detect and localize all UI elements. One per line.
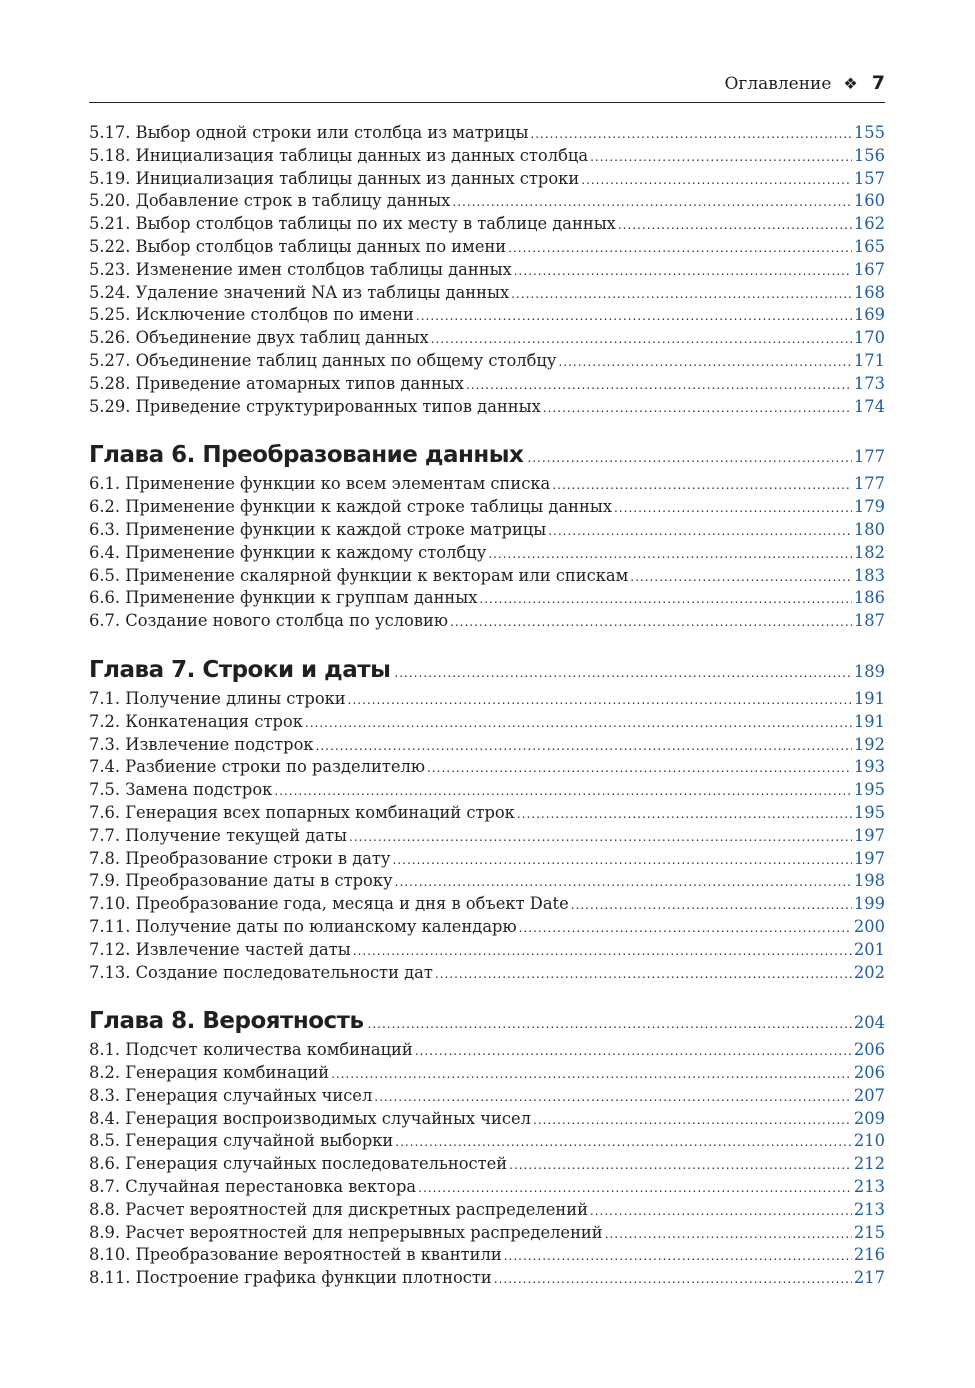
dot-leader <box>517 803 852 826</box>
toc-entry-title: 6.4. Применение функции к каждому столбцу <box>89 542 487 562</box>
toc-entry[interactable] <box>89 190 885 213</box>
diamond-ornament-icon: ❖ <box>843 74 858 93</box>
toc-entry-page-number: 157 <box>853 168 885 188</box>
toc-entry[interactable] <box>89 396 885 419</box>
toc-entry[interactable] <box>89 1108 885 1131</box>
dot-leader <box>418 1177 852 1200</box>
toc-entry-page-number: 206 <box>853 1063 885 1083</box>
toc-entry-title: 7.9. Преобразование даты в строку <box>89 871 393 891</box>
toc-entry[interactable] <box>89 213 885 236</box>
toc-entry-page-number: 191 <box>853 711 885 731</box>
toc-entry-page-number: 167 <box>853 259 885 279</box>
dot-leader <box>494 1268 852 1291</box>
toc-entry[interactable] <box>89 756 885 779</box>
toc-entry-title: 6.5. Применение скалярной функции к векторам или спискам <box>89 565 629 585</box>
toc-entry-page-number: 195 <box>853 802 885 822</box>
toc-entry-title: 8.6. Генерация случайных последовательностей <box>89 1154 508 1174</box>
chapter-title: Глава 6. Преобразование данных <box>89 442 524 469</box>
toc-entry-title: 8.5. Генерация случайной выборки <box>89 1131 394 1151</box>
dot-leader <box>530 123 852 146</box>
toc-entry-page-number: 206 <box>853 1040 885 1060</box>
dot-leader <box>590 146 852 169</box>
chapter-title: Глава 8. Вероятность <box>89 1008 364 1035</box>
toc-entry-page-number: 191 <box>853 688 885 708</box>
chapter-heading[interactable] <box>89 438 885 472</box>
toc-entry-title: 7.10. Преобразование года, месяца и дня в объект Date <box>89 894 569 914</box>
dot-leader <box>431 328 852 351</box>
dot-leader <box>590 1200 852 1223</box>
toc-entry[interactable] <box>89 734 885 757</box>
dot-leader <box>514 260 852 283</box>
toc-entry-title: 7.3. Извлечение подстрок <box>89 734 314 754</box>
toc-chapter-block <box>89 438 885 633</box>
toc-entry[interactable] <box>89 610 885 633</box>
dot-leader <box>349 826 852 849</box>
toc-entry-page-number: 213 <box>853 1199 885 1219</box>
toc-entry-title: 5.21. Выбор столбцов таблицы по их месту в таблице данных <box>89 214 616 234</box>
toc-entry-page-number: 202 <box>853 962 885 982</box>
dot-leader <box>305 712 852 735</box>
toc-entry-page-number: 216 <box>853 1245 885 1265</box>
toc-entry-page-number: 198 <box>853 871 885 891</box>
toc-entry-page-number: 215 <box>853 1222 885 1242</box>
toc-entry[interactable] <box>89 1176 885 1199</box>
toc-entry-page-number: 169 <box>853 305 885 325</box>
toc-entry[interactable] <box>89 825 885 848</box>
toc-entry-title: 8.1. Подсчет количества комбинаций <box>89 1040 413 1060</box>
toc-entry-title: 5.17. Выбор одной строки или столбца из матрицы <box>89 123 529 142</box>
toc-entry[interactable] <box>89 1267 885 1290</box>
toc-entry-title: 8.3. Генерация случайных чисел <box>89 1085 373 1105</box>
chapter-page-number: 177 <box>853 447 885 467</box>
toc-entry-page-number: 155 <box>853 123 885 142</box>
dot-leader <box>348 689 852 712</box>
dot-leader <box>558 351 851 374</box>
chapter-title: Глава 7. Строки и даты <box>89 656 391 683</box>
toc-entry[interactable] <box>89 168 885 191</box>
toc-entry-title: 6.1. Применение функции ко всем элементам списка <box>89 474 551 494</box>
toc-entry-page-number: 174 <box>853 396 885 416</box>
toc-entry[interactable] <box>89 848 885 871</box>
toc-entry-title: 8.2. Генерация комбинаций <box>89 1063 330 1083</box>
toc-entry[interactable] <box>89 1222 885 1245</box>
toc-entry[interactable] <box>89 1130 885 1153</box>
toc-entry-title: 6.3. Применение функции к каждой строке матрицы <box>89 519 547 539</box>
toc-entry-title: 8.7. Случайная перестановка вектора <box>89 1177 417 1197</box>
toc-entry-title: 7.8. Преобразование строки в дату <box>89 848 391 868</box>
toc-entry-title: 5.18. Инициализация таблицы данных из данных столбца <box>89 145 589 165</box>
dot-leader <box>415 1040 852 1063</box>
toc-entry[interactable] <box>89 519 885 542</box>
dot-leader <box>394 656 852 690</box>
dot-leader <box>571 894 852 917</box>
toc-chapter-block <box>89 653 885 984</box>
toc-entry-page-number: 162 <box>853 214 885 234</box>
dot-leader <box>508 237 852 260</box>
toc-entry-page-number: 156 <box>853 145 885 165</box>
toc-chapter-block <box>89 1004 885 1290</box>
dot-leader <box>395 1131 852 1154</box>
toc-entry-title: 7.11. Получение даты по юлианскому календарю <box>89 916 517 936</box>
toc-entry-page-number: 186 <box>853 588 885 608</box>
toc-entry[interactable] <box>89 259 885 282</box>
toc-entry-title: 5.20. Добавление строк в таблицу данных <box>89 191 451 211</box>
toc-entry-page-number: 195 <box>853 780 885 800</box>
toc-entry[interactable] <box>89 939 885 962</box>
toc-entry-page-number: 160 <box>853 191 885 211</box>
toc-entry-title: 8.9. Расчет вероятностей для непрерывных распределений <box>89 1222 603 1242</box>
toc-entry-title: 7.4. Разбиение строки по разделителю <box>89 757 425 777</box>
toc-entry-page-number: 213 <box>853 1177 885 1197</box>
toc-entry[interactable] <box>89 565 885 588</box>
toc-entry[interactable] <box>89 587 885 610</box>
dot-leader <box>479 588 852 611</box>
toc-entry[interactable] <box>89 1039 885 1062</box>
toc-entry-title: 7.7. Получение текущей даты <box>89 825 347 845</box>
toc-entry-page-number: 177 <box>853 474 885 494</box>
toc-entry-page-number: 201 <box>853 939 885 959</box>
dot-leader <box>368 1007 852 1041</box>
toc-entry[interactable] <box>89 327 885 350</box>
dot-leader <box>581 169 852 192</box>
toc-entry-title: 5.24. Удаление значений NA из таблицы данных <box>89 282 510 302</box>
toc-entry[interactable] <box>89 542 885 565</box>
toc-entry-page-number: 212 <box>853 1154 885 1174</box>
running-header-title: Оглавление <box>724 74 832 94</box>
toc-entry-title: 7.12. Извлечение частей даты <box>89 939 351 959</box>
dot-leader <box>527 441 852 475</box>
toc-entry[interactable] <box>89 779 885 802</box>
dot-leader <box>519 917 852 940</box>
toc-entry-page-number: 209 <box>853 1108 885 1128</box>
toc-entry-title: 8.8. Расчет вероятностей для дискретных распределений <box>89 1199 588 1219</box>
toc-entry-page-number: 207 <box>853 1085 885 1105</box>
toc-entry[interactable] <box>89 1153 885 1176</box>
toc-entry-title: 6.6. Применение функции к группам данных <box>89 588 478 608</box>
toc-entry-page-number: 173 <box>853 373 885 393</box>
toc-entry-title: 7.2. Конкатенация строк <box>89 711 303 731</box>
dot-leader <box>435 963 852 986</box>
toc-entry[interactable] <box>89 496 885 519</box>
toc-entry-page-number: 168 <box>853 282 885 302</box>
chapter-heading[interactable] <box>89 1004 885 1038</box>
toc-entry-page-number: 217 <box>853 1268 885 1288</box>
dot-leader <box>511 283 852 306</box>
toc-entry-title: 8.10. Преобразование вероятностей в квантили <box>89 1245 502 1265</box>
toc-entry[interactable] <box>89 1085 885 1108</box>
toc-entry[interactable] <box>89 145 885 168</box>
toc-entry-page-number: 197 <box>853 848 885 868</box>
dot-leader <box>543 397 852 420</box>
toc-entry[interactable] <box>89 688 885 711</box>
dot-leader <box>331 1063 852 1086</box>
toc-entry-title: 6.7. Создание нового столбца по условию <box>89 611 449 631</box>
toc-entry-page-number: 171 <box>853 350 885 370</box>
toc-entry[interactable] <box>89 304 885 327</box>
toc-entry-title: 8.11. Построение графика функции плотности <box>89 1268 492 1288</box>
dot-leader <box>450 611 852 634</box>
running-header <box>89 72 885 103</box>
toc-entry-page-number: 182 <box>853 542 885 562</box>
toc-entry-title: 7.5. Замена подстрок <box>89 780 273 800</box>
toc-entry-title: 5.29. Приведение структурированных типов данных <box>89 396 541 416</box>
book-page <box>89 72 885 1290</box>
toc-entry[interactable] <box>89 711 885 734</box>
dot-leader <box>427 757 852 780</box>
toc-entry[interactable] <box>89 1199 885 1222</box>
toc-entry-title: 5.26. Объединение двух таблиц данных <box>89 328 429 348</box>
toc-entry[interactable] <box>89 1062 885 1085</box>
toc-entry-title: 5.28. Приведение атомарных типов данных <box>89 373 464 393</box>
toc-entry-page-number: 180 <box>853 519 885 539</box>
dot-leader <box>533 1109 852 1132</box>
toc-entry-title: 8.4. Генерация воспроизводимых случайных чисел <box>89 1108 532 1128</box>
dot-leader <box>466 374 852 397</box>
toc-entry-title: 5.27. Объединение таблиц данных по общему столбцу <box>89 350 557 370</box>
chapter-heading[interactable] <box>89 653 885 687</box>
toc-chapter-block <box>89 122 885 418</box>
toc-entry[interactable] <box>89 282 885 305</box>
dot-leader <box>630 566 852 589</box>
toc-entry-page-number: 183 <box>853 565 885 585</box>
toc-entry-page-number: 179 <box>853 497 885 517</box>
toc-entry[interactable] <box>89 373 885 396</box>
toc-entry-page-number: 197 <box>853 825 885 845</box>
chapter-page-number: 204 <box>853 1013 885 1033</box>
toc-entry[interactable] <box>89 1244 885 1267</box>
toc-entry[interactable] <box>89 122 885 145</box>
toc-entry[interactable] <box>89 916 885 939</box>
toc-entry-title: 5.25. Исключение столбцов по имени <box>89 305 414 325</box>
chapter-page-number: 189 <box>853 661 885 681</box>
toc-entry-page-number: 165 <box>853 236 885 256</box>
toc-entry-title: 7.13. Создание последовательности дат <box>89 962 433 982</box>
dot-leader <box>504 1245 852 1268</box>
dot-leader <box>614 497 852 520</box>
toc-entry-title: 5.19. Инициализация таблицы данных из данных строки <box>89 168 580 188</box>
toc-entry-page-number: 170 <box>853 328 885 348</box>
toc-entry[interactable] <box>89 473 885 496</box>
toc-entry-title: 5.22. Выбор столбцов таблицы данных по имени <box>89 236 507 256</box>
toc-entry-title: 6.2. Применение функции к каждой строке таблицы данных <box>89 497 613 517</box>
toc-entry[interactable] <box>89 802 885 825</box>
dot-leader <box>452 191 852 214</box>
dot-leader <box>374 1086 852 1109</box>
toc-entry-title: 7.1. Получение длины строки <box>89 688 346 708</box>
dot-leader <box>316 735 852 758</box>
toc-entry-page-number: 210 <box>853 1131 885 1151</box>
page-number: 7 <box>871 72 885 94</box>
toc-entry-page-number: 192 <box>853 734 885 754</box>
dot-leader <box>353 940 852 963</box>
dot-leader <box>274 780 852 803</box>
dot-leader <box>416 305 852 328</box>
toc-entry[interactable] <box>89 870 885 893</box>
toc-entry[interactable] <box>89 962 885 985</box>
toc-entry[interactable] <box>89 350 885 373</box>
dot-leader <box>393 849 852 872</box>
toc-entry-title: 5.23. Изменение имен столбцов таблицы данных <box>89 259 512 279</box>
dot-leader <box>509 1154 852 1177</box>
dot-leader <box>395 871 852 894</box>
toc-entry-page-number: 200 <box>853 916 885 936</box>
toc-entry-page-number: 199 <box>853 894 885 914</box>
toc-entry-page-number: 187 <box>853 611 885 631</box>
toc-entry-title: 7.6. Генерация всех попарных комбинаций строк <box>89 802 515 822</box>
table-of-contents <box>89 122 885 1290</box>
dot-leader <box>618 214 852 237</box>
dot-leader <box>548 520 852 543</box>
dot-leader <box>488 543 852 566</box>
dot-leader <box>552 474 852 497</box>
dot-leader <box>605 1223 852 1246</box>
toc-entry-page-number: 193 <box>853 757 885 777</box>
toc-entry[interactable] <box>89 236 885 259</box>
toc-entry[interactable] <box>89 893 885 916</box>
